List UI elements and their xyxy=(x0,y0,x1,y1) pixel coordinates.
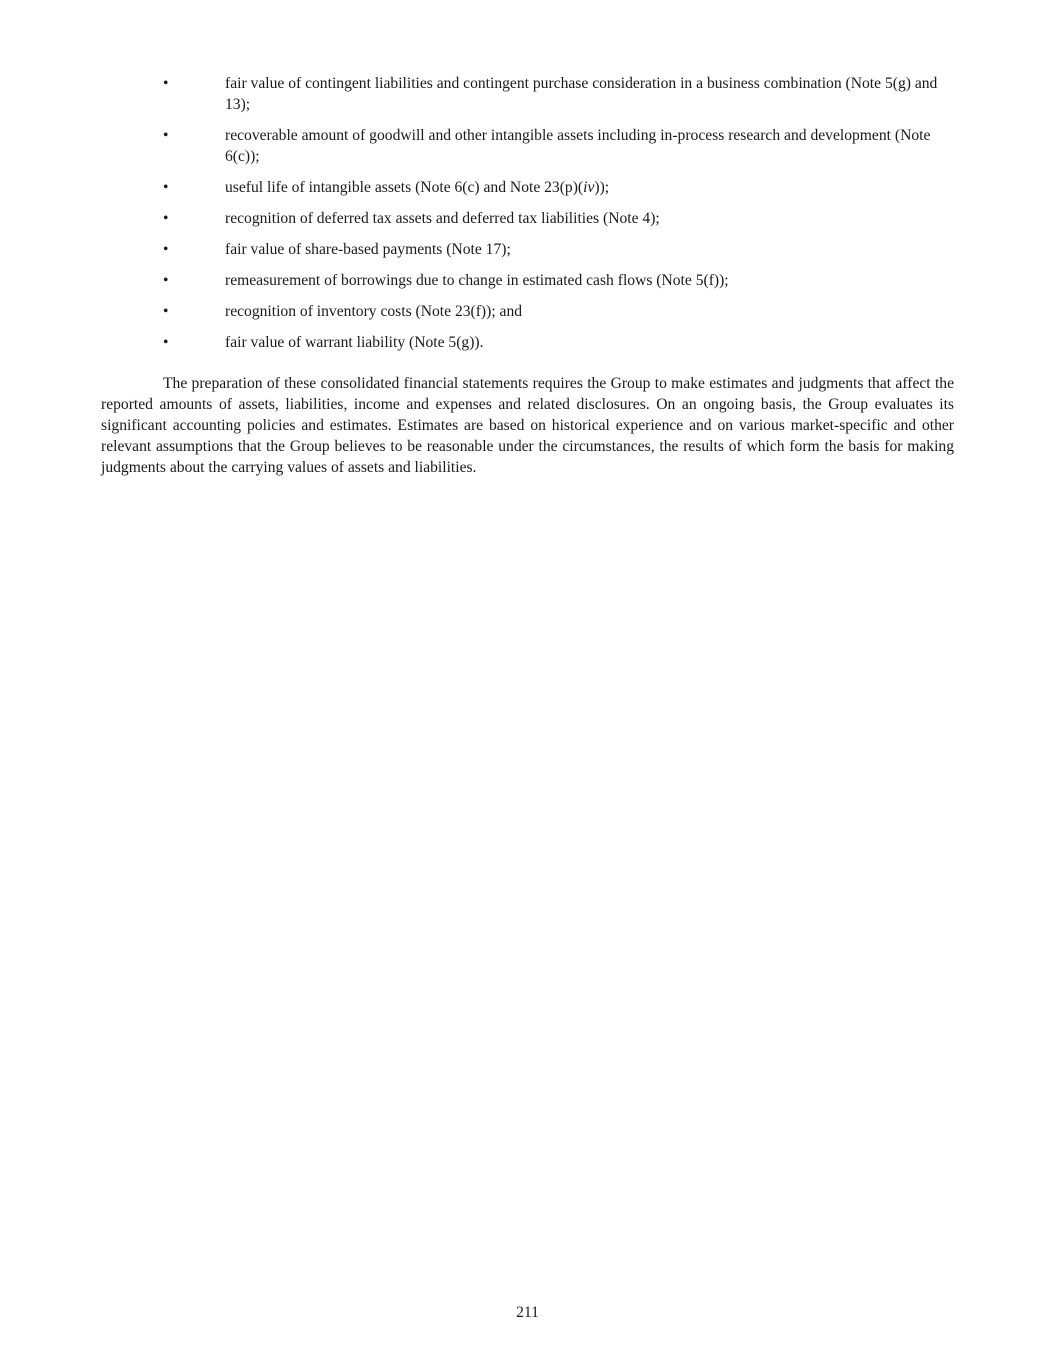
list-item-text: recognition of deferred tax assets and deferred tax liabilities (Note 4); xyxy=(225,210,660,227)
list-item-text: fair value of contingent liabilities and contingent purchase consideration in a business combination (Note 5(g) and 13); xyxy=(225,75,938,113)
bullet-icon: • xyxy=(163,272,169,289)
bullet-icon: • xyxy=(163,210,169,227)
list-item-text: remeasurement of borrowings due to change in estimated cash flows (Note 5(f)); xyxy=(225,272,729,289)
list-item-text-italic: iv xyxy=(583,179,595,196)
estimates-bullet-list xyxy=(163,73,958,363)
bullet-icon: • xyxy=(163,75,169,92)
bullet-icon: • xyxy=(163,241,169,258)
list-item xyxy=(163,301,958,322)
body-paragraph: The preparation of these consolidated financial statements requires the Group to make estimates and judgments that affect the reported amounts of assets, liabilities, income and expenses and related disclosures. On an ongoing basis, the Group evaluates its significant accounting policies and estimates. Estimates are based on historical experience and on various market-specific and other relevant assumptions that the Group believes to be reasonable under the circumstances, the results of which form the basis for making judgments about the carrying values of assets and liabilities. xyxy=(101,375,954,476)
list-item-text-start: useful life of intangible assets (Note 6(c) and Note 23(p)( xyxy=(225,179,584,196)
list-item xyxy=(163,125,958,167)
list-item-text: recoverable amount of goodwill and other intangible assets including in-process research and development (Note 6(c)); xyxy=(225,127,931,165)
list-item-text-end: )); xyxy=(594,179,610,196)
bullet-icon: • xyxy=(163,303,169,320)
list-item xyxy=(163,270,958,291)
list-item-text: fair value of warrant liability (Note 5(g)). xyxy=(225,334,484,351)
page-number: 211 xyxy=(516,1304,539,1321)
list-item-text: fair value of share-based payments (Note 17); xyxy=(225,241,511,258)
bullet-icon: • xyxy=(163,334,169,351)
list-item-text xyxy=(225,177,958,198)
bullet-icon: • xyxy=(163,179,169,196)
list-item-text: recognition of inventory costs (Note 23(f)); and xyxy=(225,303,523,320)
list-item xyxy=(163,332,958,353)
list-item xyxy=(163,177,958,198)
bullet-icon: • xyxy=(163,127,169,144)
list-item xyxy=(163,73,958,115)
list-item xyxy=(163,208,958,229)
list-item xyxy=(163,239,958,260)
